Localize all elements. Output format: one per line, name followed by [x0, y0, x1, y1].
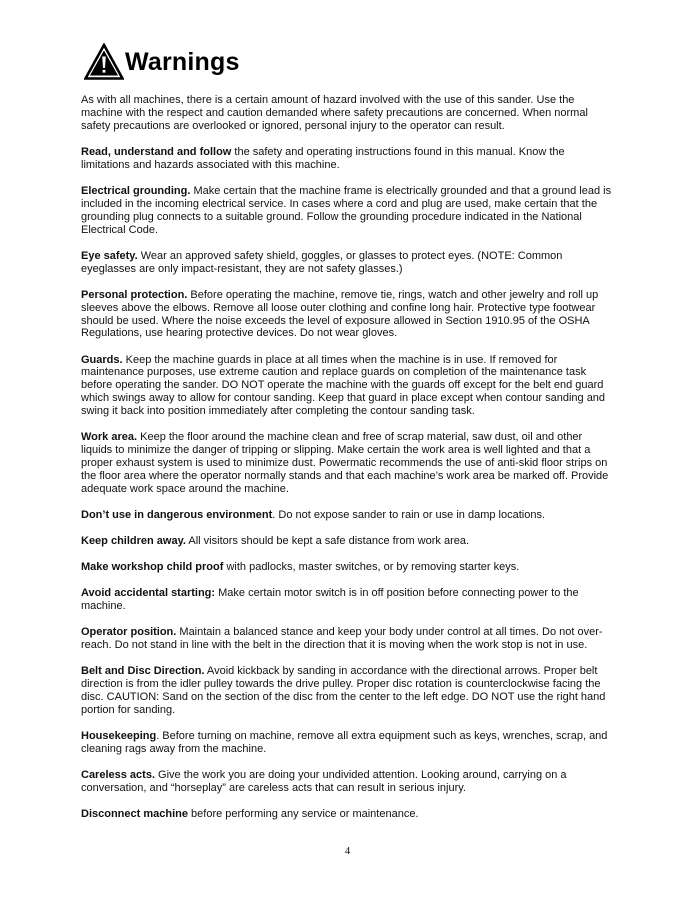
paragraph-lead: Operator position.: [81, 626, 177, 639]
paragraph-lead: Avoid accidental starting:: [81, 587, 216, 600]
paragraph-text: Maintain a balanced stance and keep your body under control at all times. Do not over-reach. Do not stand in line with the belt in the direction that it is moving when the work stop is not in use.: [81, 626, 603, 652]
paragraph-lead: Make workshop child proof: [81, 561, 224, 574]
paragraph-text: Give the work you are doing your undivided attention. Looking around, carrying on a conversation, and “horseplay” are careless acts that can result in serious injury.: [81, 769, 567, 794]
page-title: Warnings: [125, 47, 240, 76]
paragraph-accidental-starting: [81, 587, 614, 613]
warnings-body: [81, 94, 614, 834]
paragraph-lead: Guards.: [81, 353, 123, 366]
paragraph-electrical-grounding: [81, 185, 614, 237]
paragraph-intro: [81, 94, 614, 133]
paragraph-lead: Belt and Disc Direction.: [81, 665, 205, 678]
warning-triangle-icon: [84, 43, 124, 81]
paragraph-personal-protection: [81, 289, 614, 341]
paragraph-read-understand: [81, 146, 614, 172]
paragraph-lead: Electrical grounding.: [81, 184, 191, 197]
paragraph-eye-safety: [81, 250, 614, 276]
paragraph-text: Before operating the machine, remove tie, rings, watch and other jewelry and roll up sleeves above the elbows. Remove all loose outer clothing and confine long hair. Protective type footwear should be used. Where the noise exceeds the level of exposure allowed in Section 1910.95 of the OSHA Regulations, use hearing protective devices. Do not wear gloves.: [81, 288, 599, 340]
paragraph-text: Keep the floor around the machine clean and free of scrap material, saw dust, oil and other liquids to minimize the danger of tripping or slipping. Make certain the work area is well lighted and that a proper exhaust system is used to minimize dust. Powermatic recommends the use of anti-skid floor strips on the floor area where the operator normally stands and that each machine’s work area be marked off. Provide adequate work space around the machine.: [81, 431, 609, 495]
paragraph-text: Avoid kickback by sanding in accordance with the directional arrows. Proper belt direction is from the idler pulley towards the drive pulley. Proper disc rotation is counterclockwise facing the disc. CAUTION: Sand on the section of the disc from the center to the left edge. DO NOT use the right hand portion for sanding.: [81, 665, 606, 716]
paragraph-lead: Careless acts.: [81, 769, 155, 782]
paragraph-guards: [81, 354, 614, 419]
paragraph-lead: Personal protection.: [81, 288, 188, 301]
paragraph-text: All visitors should be kept a safe distance from work area.: [185, 535, 470, 548]
paragraph-text: As with all machines, there is a certain amount of hazard involved with the use of this sander. Use the machine with the respect and caution demanded where safety precautions are concerned. When normal safety precautions are overlooked or ignored, personal injury to the operator can result.: [81, 94, 588, 132]
paragraph-dangerous-environment: [81, 509, 614, 522]
paragraph-text: Make certain that the machine frame is electrically grounded and that a ground lead is included in the incoming electrical service. In cases where a cord and plug are used, make certain that the grounding plug connects to a suitable ground. Follow the grounding procedure indicated in the National Electrical Code.: [81, 184, 612, 236]
paragraph-text: . Do not expose sander to rain or use in damp locations.: [272, 508, 546, 521]
paragraph-lead: Disconnect machine: [81, 808, 188, 821]
page-number: 4: [344, 845, 351, 857]
paragraph-lead: Work area.: [81, 431, 138, 444]
paragraph-lead: Keep children away.: [81, 535, 186, 548]
paragraph-child-proof: [81, 561, 614, 574]
paragraph-operator-position: [81, 626, 614, 652]
paragraph-lead: Eye safety.: [81, 249, 138, 262]
paragraph-careless-acts: [81, 769, 614, 795]
page-header: [84, 41, 240, 83]
paragraph-text: the safety and operating instructions found in this manual. Know the limitations and hazards associated with this machine.: [81, 145, 565, 171]
paragraph-lead: Don’t use in dangerous environment: [81, 508, 273, 521]
paragraph-text: . Before turning on machine, remove all extra equipment such as keys, wrenches, scrap, and cleaning rags away from the machine.: [81, 730, 608, 755]
paragraph-keep-children-away: [81, 535, 614, 548]
paragraph-text: Keep the machine guards in place at all times when the machine is in use. If removed for maintenance purposes, use extreme caution and replace guards on completion of the maintenance task before operating the sander. DO NOT operate the machine with the guards off except for the belt end guard which swings away to allow for contour sanding. Keep that guard in place except when contour sanding and swing it back into position immediately after completing the contour sanding task.: [81, 353, 606, 418]
paragraph-text: before performing any service or maintenance.: [187, 808, 419, 821]
paragraph-belt-disc-direction: [81, 665, 614, 717]
paragraph-work-area: [81, 431, 614, 496]
paragraph-lead: Housekeeping: [81, 730, 157, 743]
paragraph-disconnect-machine: [81, 808, 614, 821]
paragraph-text: with padlocks, master switches, or by removing starter keys.: [223, 561, 520, 574]
paragraph-text: Make certain motor switch is in off position before connecting power to the machine.: [81, 587, 579, 613]
paragraph-lead: Read, understand and follow: [81, 145, 232, 158]
paragraph-text: Wear an approved safety shield, goggles, or glasses to protect eyes. (NOTE: Common eyeglasses are only impact-resistant, they are not safety glasses.): [81, 249, 563, 275]
paragraph-housekeeping: [81, 730, 614, 756]
